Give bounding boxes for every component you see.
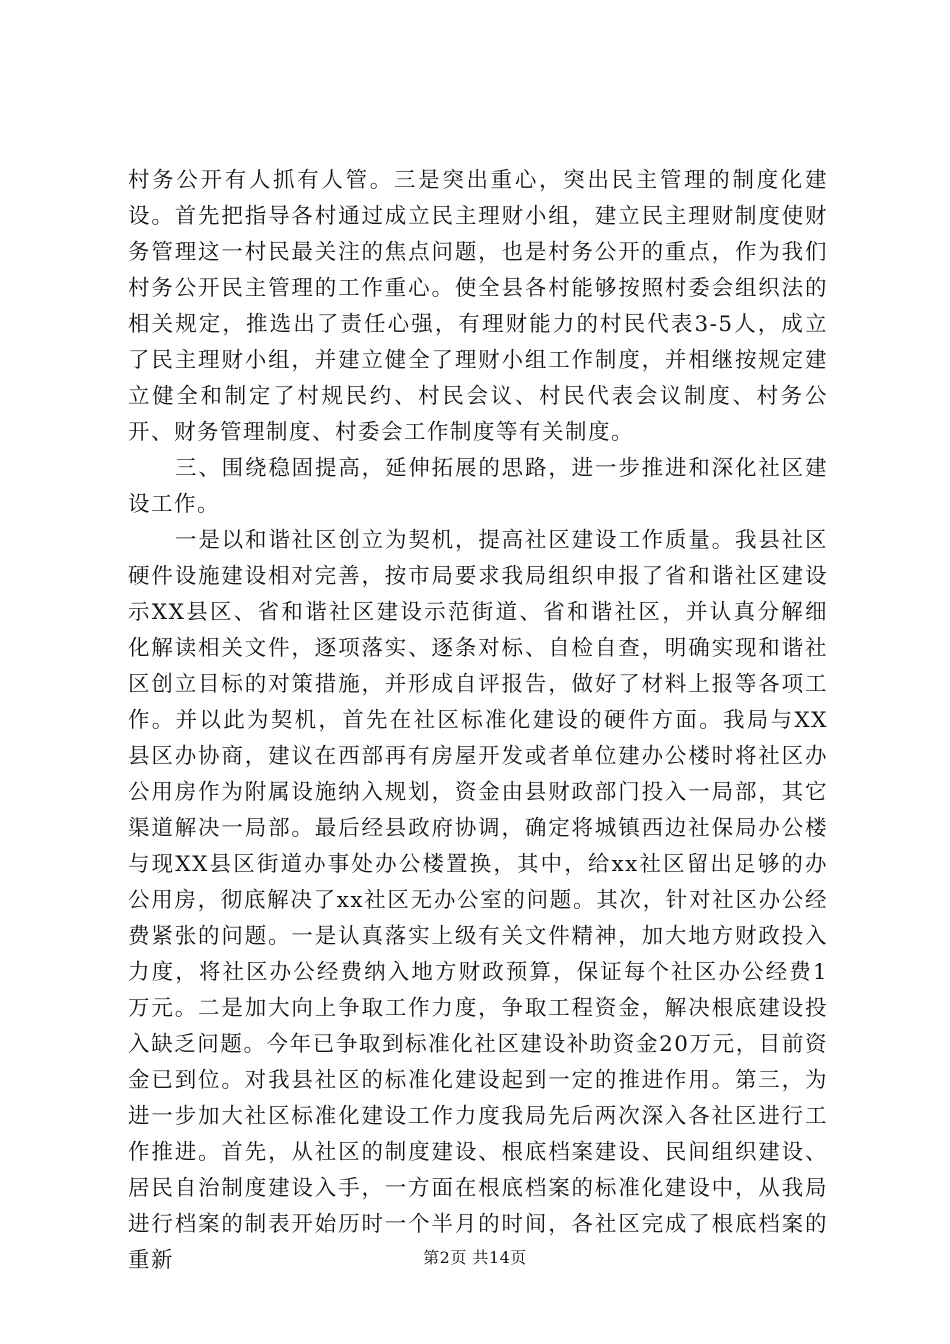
section-heading-community-building: 三、围绕稳固提高，延伸拓展的思路，进一步推进和深化社区建设工作。	[128, 456, 828, 517]
document-body	[128, 163, 828, 1279]
paragraph-harmonious-community: 一是以和谐社区创立为契机，提高社区建设工作质量。我县社区硬件设施建设相对完善，按市局要求我局组织申报了省和谐社区建设示XX县区、省和谐社区建设示范街道、省和谐社区，并认真分解细化解读相关文件，逐项落实、逐条对标、自检自查，明确实现和谐社区创立目标的对策措施，并形成自评报告，做好了材料上报等各项工作。并以此为契机，首先在社区标准化建设的硬件方面。我局与XX县区办协商，建议在西部再有房屋开发或者单位建办公楼时将社区办公用房作为附属设施纳入规划，资金由县财政部门投入一局部，其它渠道解决一局部。最后经县政府协调，确定将城镇西边社保局办公楼与现XX县区街道办事处办公楼置换，其中，给xx社区留出足够的办公用房，彻底解决了xx社区无办公室的问题。其次，针对社区办公经费紧张的问题。一是认真落实上级有关文件精神，加大地方财政投入力度，将社区办公经费纳入地方财政预算，保证每个社区办公经费1万元。二是加大向上争取工作力度，争取工程资金，解决根底建设投入缺乏问题。今年已争取到标准化社区建设补助资金20万元，目前资金已到位。对我县社区的标准化建设起到一定的推进作用。第三，为进一步加大社区标准化建设工作力度我局先后两次深入各社区进行工作推进。首先，从社区的制度建设、根底档案建设、民间组织建设、居民自治制度建设入手，一方面在根底档案的标准化建设中，从我局进行档案的制表开始历时一个半月的时间，各社区完成了根底档案的重新	[128, 528, 828, 1273]
page-number-footer: 第2页 共14页	[423, 1248, 527, 1267]
paragraph-village-affairs: 村务公开有人抓有人管。三是突出重心，突出民主管理的制度化建设。首先把指导各村通过成立民主理财小组，建立民主理财制度使财务管理这一村民最关注的焦点问题，也是村务公开的重点，作为我们村务公开民主管理的工作重心。使全县各村能够按照村委会组织法的相关规定，推选出了责任心强，有理财能力的村民代表3-5人，成立了民主理财小组，并建立健全了理财小组工作制度，并相继按规定建立健全和制定了村规民约、村民会议、村民代表会议制度、村务公开、财务管理制度、村委会工作制度等有关制度。	[128, 168, 828, 445]
